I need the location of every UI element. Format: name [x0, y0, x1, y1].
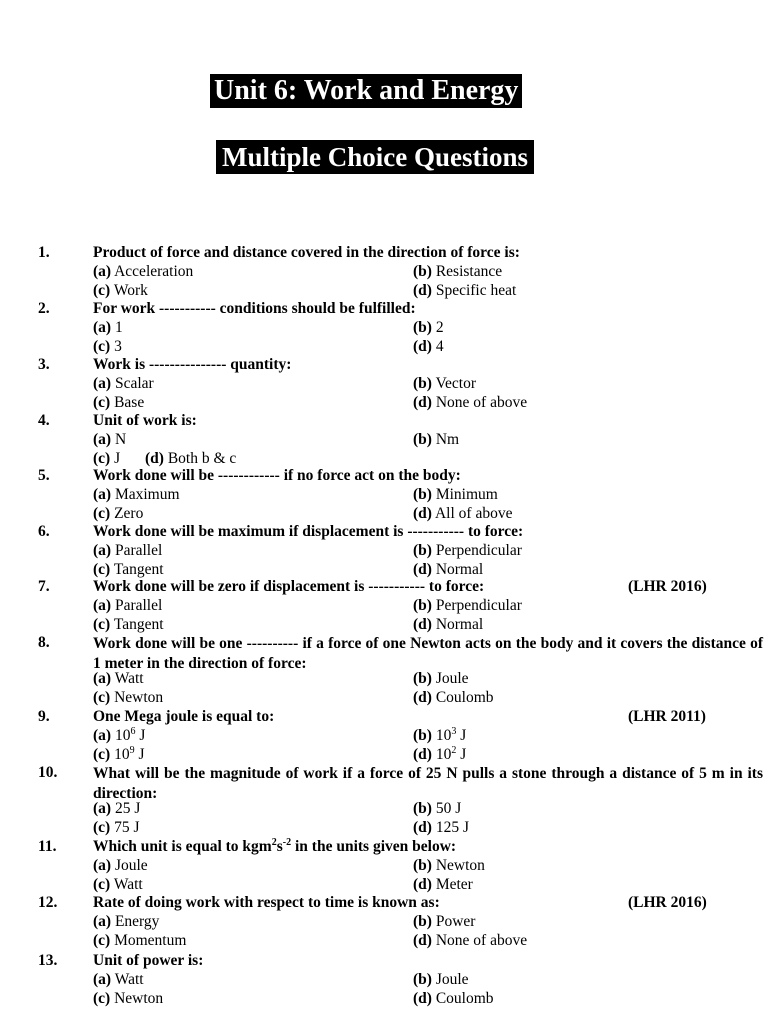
option-exponent: 3 [451, 725, 457, 737]
answer-option [413, 971, 469, 989]
question-number: 11. [38, 838, 57, 855]
question-stem: Product of force and distance covered in the direction of force is: [93, 244, 520, 261]
answer-option [413, 670, 469, 688]
option-letter: (a) [93, 263, 112, 280]
option-text: Scalar [114, 375, 154, 392]
answer-option [413, 932, 527, 950]
option-text: 10 [435, 727, 452, 744]
answer-option [93, 486, 180, 504]
option-letter: (a) [93, 971, 112, 988]
question-stem: Unit of work is: [93, 412, 197, 429]
stem-text: s [276, 838, 283, 855]
option-text: Acceleration [114, 263, 194, 280]
option-letter: (d) [413, 990, 432, 1007]
question-stem: Rate of doing work with respect to time is known as: [93, 894, 440, 911]
option-text: Maximum [114, 486, 180, 503]
option-letter: (b) [413, 542, 432, 559]
answer-option [413, 375, 476, 393]
option-letter: (d) [413, 394, 432, 411]
question-number: 2. [38, 300, 50, 317]
question-stem: For work ----------- conditions should be fulfilled: [93, 300, 416, 317]
option-text: Power [435, 913, 476, 930]
question-number: 9. [38, 708, 50, 725]
answer-option [413, 486, 498, 504]
option-text: Newton [114, 990, 164, 1007]
option-text: Perpendicular [435, 542, 522, 559]
option-letter: (d) [413, 561, 432, 578]
option-letter: (a) [93, 913, 112, 930]
option-text: N [114, 431, 127, 448]
answer-option [93, 505, 143, 523]
option-letter: (b) [413, 727, 432, 744]
question-stem: Work is --------------- quantity: [93, 356, 292, 373]
answer-option [93, 394, 144, 412]
question-stem: Work done will be ------------ if no force act on the body: [93, 467, 461, 484]
question-stem [93, 838, 456, 856]
option-text: Watt [113, 876, 143, 893]
option-letter: (d) [413, 689, 432, 706]
answer-option [413, 561, 483, 579]
option-letter: (a) [93, 727, 112, 744]
option-letter: (b) [413, 971, 432, 988]
option-text: Nm [435, 431, 460, 448]
option-letter: (c) [93, 746, 111, 763]
option-letter: (d) [413, 505, 432, 522]
answer-option [145, 450, 236, 468]
option-text: Parallel [114, 542, 163, 559]
option-text: 1 [114, 319, 123, 336]
question-number: 8. [38, 634, 50, 651]
stem-exponent: 2 [271, 836, 277, 848]
option-text: 10 [114, 746, 130, 763]
question-number: 12. [38, 894, 58, 911]
option-letter: (a) [93, 319, 112, 336]
stem-text: in the units given below: [291, 838, 457, 855]
option-letter: (a) [93, 800, 112, 817]
option-text: Joule [435, 670, 469, 687]
answer-option [93, 689, 163, 707]
question-stem: Work done will be maximum if displacement is ----------- to force: [93, 523, 524, 540]
option-text: 10 [435, 746, 452, 763]
answer-option [93, 670, 144, 688]
option-text: Zero [114, 505, 144, 522]
answer-option [93, 971, 144, 989]
option-text: Joule [435, 971, 469, 988]
answer-option [93, 616, 164, 634]
option-letter: (c) [93, 616, 111, 633]
option-text: Watt [114, 670, 144, 687]
answer-option [93, 746, 145, 764]
option-text: Tangent [113, 561, 164, 578]
option-letter: (d) [413, 338, 432, 355]
option-letter: (b) [413, 486, 432, 503]
question-stem: Unit of power is: [93, 952, 204, 969]
option-unit: J [134, 746, 145, 763]
answer-option [93, 282, 148, 300]
answer-option [93, 542, 162, 560]
option-text: Newton [435, 857, 485, 874]
answer-option [93, 338, 122, 356]
option-text: All of above [434, 505, 513, 522]
option-letter: (a) [93, 486, 112, 503]
option-text: Coulomb [435, 990, 494, 1007]
option-text: Joule [114, 857, 148, 874]
option-letter: (d) [413, 282, 432, 299]
option-text: J [114, 450, 121, 467]
option-letter: (d) [413, 819, 432, 836]
answer-option [93, 819, 140, 837]
option-exponent: 6 [130, 725, 136, 737]
stem-exponent: -2 [282, 836, 292, 848]
answer-option [413, 616, 483, 634]
question-number: 5. [38, 467, 50, 484]
option-letter: (c) [93, 990, 111, 1007]
question-number: 4. [38, 412, 50, 429]
option-text: Resistance [435, 263, 503, 280]
option-letter: (c) [93, 505, 111, 522]
answer-option [93, 727, 145, 745]
option-letter: (a) [93, 431, 112, 448]
option-text: 125 J [435, 819, 469, 836]
option-text: Momentum [114, 932, 187, 949]
answer-option [413, 746, 466, 764]
option-letter: (c) [93, 282, 111, 299]
answer-option [413, 819, 469, 837]
option-letter: (b) [413, 913, 432, 930]
answer-option [93, 990, 163, 1008]
option-letter: (d) [413, 616, 432, 633]
option-letter: (b) [413, 319, 432, 336]
option-text: 25 J [114, 800, 141, 817]
answer-option [413, 990, 494, 1008]
answer-option [93, 561, 164, 579]
option-letter: (c) [93, 450, 111, 467]
option-unit: J [456, 746, 467, 763]
option-letter: (c) [93, 689, 111, 706]
option-text: Energy [114, 913, 160, 930]
option-letter: (b) [413, 670, 432, 687]
answer-option [413, 394, 527, 412]
question-stem: Work done will be one ---------- if a force of one Newton acts on the body and it covers the distance of 1 meter in the direction of force: [93, 635, 763, 672]
option-letter: (c) [93, 932, 111, 949]
option-text: 10 [114, 727, 131, 744]
answer-option [93, 431, 126, 449]
answer-option [413, 913, 475, 931]
answer-option [413, 505, 512, 523]
option-letter: (b) [413, 597, 432, 614]
exam-reference: (LHR 2016) [628, 578, 707, 595]
option-text: None of above [435, 932, 528, 949]
option-unit: J [456, 727, 467, 744]
option-text: Parallel [114, 597, 163, 614]
option-exponent: 2 [451, 744, 457, 756]
option-letter: (d) [413, 746, 432, 763]
answer-option [413, 800, 461, 818]
answer-option [413, 282, 516, 300]
option-letter: (a) [93, 542, 112, 559]
option-text: Perpendicular [435, 597, 522, 614]
exam-reference: (LHR 2016) [628, 894, 707, 911]
question-number: 3. [38, 356, 50, 373]
option-text: Newton [114, 689, 164, 706]
question-number: 6. [38, 523, 50, 540]
option-letter: (c) [93, 561, 111, 578]
answer-option [413, 319, 444, 337]
option-letter: (d) [413, 932, 432, 949]
option-text: Normal [435, 616, 484, 633]
answer-option [413, 597, 522, 615]
answer-option [93, 319, 123, 337]
answer-option [413, 542, 522, 560]
question-stem: Work done will be zero if displacement is ----------- to force: [93, 578, 485, 595]
answer-option [413, 338, 444, 356]
answer-option [413, 263, 502, 281]
option-letter: (c) [93, 394, 111, 411]
question-stem: One Mega joule is equal to: [93, 708, 275, 725]
answer-option [413, 727, 466, 745]
option-text: None of above [435, 394, 528, 411]
option-text: 2 [435, 319, 444, 336]
option-exponent: 9 [129, 744, 135, 756]
answer-option [93, 913, 159, 931]
option-letter: (a) [93, 670, 112, 687]
option-text: 75 J [114, 819, 140, 836]
question-number: 1. [38, 244, 50, 261]
option-letter: (a) [93, 857, 112, 874]
question-number: 7. [38, 578, 50, 595]
question-stem: What will be the magnitude of work if a force of 25 N pulls a stone through a distance of 5 m in its direction: [93, 765, 763, 802]
option-letter: (b) [413, 375, 432, 392]
answer-option [93, 876, 143, 894]
option-text: 4 [435, 338, 444, 355]
exam-reference: (LHR 2011) [628, 708, 706, 725]
answer-option [413, 876, 473, 894]
answer-option [413, 431, 459, 449]
section-subtitle: Multiple Choice Questions [216, 140, 534, 174]
option-text: 50 J [435, 800, 462, 817]
answer-option [93, 800, 140, 818]
option-text: 3 [114, 338, 122, 355]
option-text: Tangent [113, 616, 164, 633]
option-letter: (b) [413, 263, 432, 280]
option-text: Watt [114, 971, 144, 988]
option-letter: (b) [413, 800, 432, 817]
question-number: 10. [38, 764, 58, 781]
option-letter: (c) [93, 338, 111, 355]
option-letter: (a) [93, 375, 112, 392]
answer-option [93, 932, 186, 950]
answer-option [93, 857, 148, 875]
option-letter: (a) [93, 597, 112, 614]
option-letter: (b) [413, 431, 432, 448]
answer-option [93, 375, 154, 393]
answer-option [93, 597, 162, 615]
answer-option [413, 689, 494, 707]
option-text: Vector [435, 375, 477, 392]
option-text: Meter [435, 876, 473, 893]
option-letter: (b) [413, 857, 432, 874]
stem-text: Which unit is equal to kgm [93, 838, 272, 855]
answer-option [93, 263, 193, 281]
option-text: Both b & c [167, 450, 237, 467]
unit-title: Unit 6: Work and Energy [210, 74, 522, 108]
option-text: Normal [435, 561, 484, 578]
option-text: Coulomb [435, 689, 494, 706]
option-letter: (d) [145, 450, 164, 467]
option-letter: (c) [93, 819, 111, 836]
answer-option [413, 857, 485, 875]
answer-option [93, 450, 120, 468]
option-unit: J [135, 727, 146, 744]
option-letter: (c) [93, 876, 111, 893]
option-text: Base [114, 394, 145, 411]
option-text: Work [113, 282, 148, 299]
option-text: Specific heat [435, 282, 517, 299]
option-text: Minimum [435, 486, 498, 503]
option-letter: (d) [413, 876, 432, 893]
question-number: 13. [38, 952, 58, 969]
